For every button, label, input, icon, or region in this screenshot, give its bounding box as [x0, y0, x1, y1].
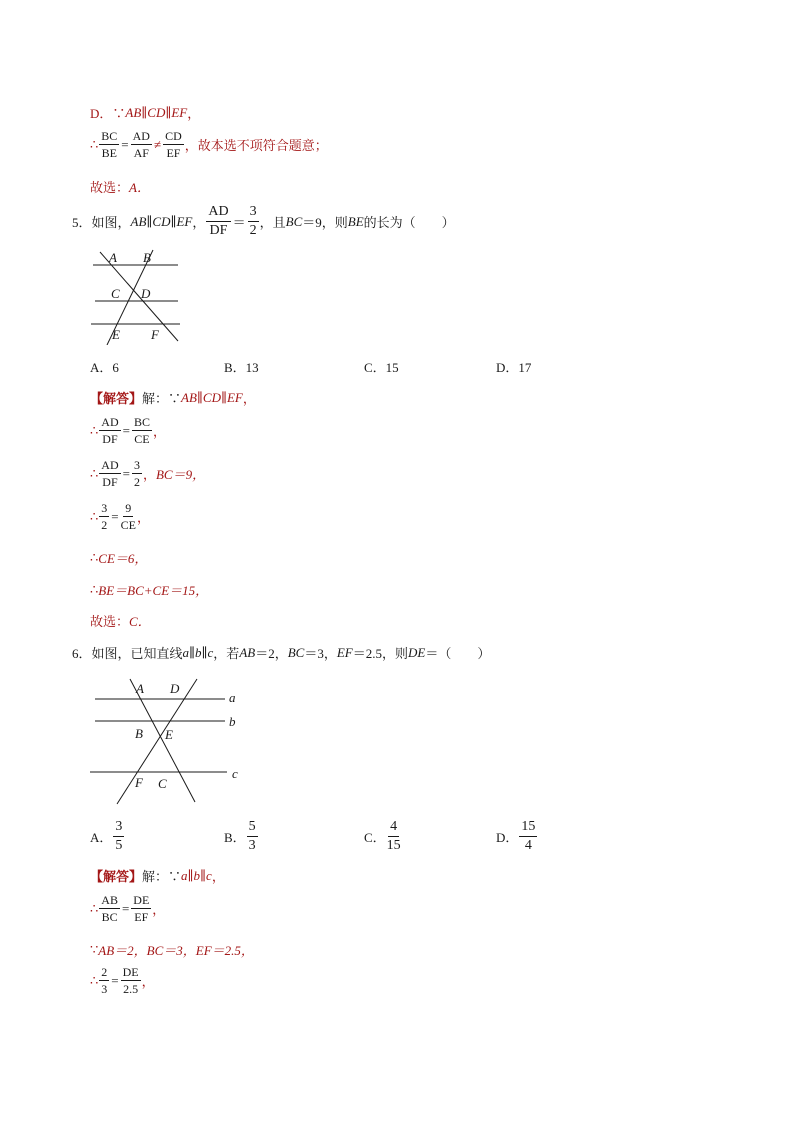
answer-label: 故选： [90, 180, 130, 195]
equals-sign: = [122, 422, 130, 438]
q6-stem-cond: a∥b∥c [182, 644, 214, 660]
q5-option-b-label: B．13 [224, 360, 259, 375]
q5-option-d-label: D．17 [496, 360, 532, 375]
prev-ratio-line [90, 130, 328, 159]
q6-step-2 [90, 940, 254, 959]
step-text: AB＝2，BC＝3，EF＝2.5， [98, 943, 254, 958]
q6-label-E: E [165, 727, 173, 742]
q5-frac-ad-df: $\frac{AD}{DF}$ [208, 204, 229, 238]
q6-stem [72, 643, 490, 662]
q6-stem-a: 6．如图，已知直线 [72, 646, 183, 661]
step-extra: BC＝9， [155, 467, 206, 482]
fraction-ad-df: $\frac{AD}{DF}$ [101, 415, 119, 446]
q5-stem-bc: BC [285, 213, 303, 229]
solution-head: 【解答】 [90, 391, 143, 406]
prev-option-d-tail: ， [187, 106, 201, 121]
q6-stem-b: ，若 [213, 646, 240, 661]
fraction-cd-ef: $\frac{CD}{EF}$ [165, 129, 182, 160]
prev-option-d-cond: AB∥CD∥EF [125, 104, 188, 120]
solution-cond: a∥b∥c [181, 867, 212, 883]
q6-stem-f: ＝（ ） [425, 646, 491, 661]
q5-stem-d: ＝9，则 [302, 215, 348, 230]
q6-stem-bc: BC [287, 644, 305, 660]
q5-step-5 [90, 580, 208, 599]
q6-label-b: b [229, 714, 236, 729]
q6-option-c[interactable] [364, 820, 402, 853]
q6-stem-e: ＝2.5，则 [352, 646, 409, 661]
q6-option-a[interactable] [90, 820, 125, 853]
fraction-bc-be: $\frac{BC}{BE}$ [101, 129, 118, 160]
prev-ratio-tail: ，故本选不项符合题意； [184, 138, 328, 153]
q6-option-c-prefix: C． [364, 830, 386, 845]
q5-label-c: C [111, 286, 120, 301]
step-text: BE＝BC+CE＝15， [98, 583, 209, 598]
solution-jie: 解：∵ [142, 391, 182, 406]
q5-step-3 [90, 502, 150, 531]
answer-value: C． [129, 614, 151, 629]
therefore-symbol: ∴ [90, 900, 99, 916]
prev-answer [90, 177, 150, 196]
q5-option-c-label: C．15 [364, 360, 399, 375]
therefore-symbol: ∴ [90, 549, 99, 565]
q5-solution-head [90, 388, 256, 407]
q5-step-1 [90, 416, 166, 445]
answer-label: 故选： [90, 614, 130, 629]
q6-option-d-prefix: D． [496, 830, 519, 845]
q6-stem-ab: AB [239, 644, 256, 660]
equals-sign: = [121, 900, 130, 916]
fraction-3-2: $\frac{3}{2}$ [101, 501, 108, 532]
q6-stem-de: DE [408, 644, 426, 660]
solution-jie: 解：∵ [142, 869, 182, 884]
q6-solution-head [90, 866, 225, 885]
equals-sign: = [122, 465, 130, 481]
step-tail: ， [136, 510, 150, 525]
q6-label-F: F [135, 775, 143, 790]
fraction-9-ce: $\frac{9}{CE}$ [120, 501, 136, 532]
q5-option-d[interactable] [496, 357, 531, 376]
therefore-symbol: ∴ [90, 972, 99, 988]
q5-answer [90, 611, 151, 630]
q5-option-c[interactable] [364, 357, 399, 376]
fraction-3-2: $\frac{3}{2}$ [133, 458, 140, 489]
solution-cond: AB∥CD∥EF [181, 389, 243, 405]
q5-option-a[interactable] [90, 357, 119, 376]
q5-label-a: A [109, 250, 117, 265]
solution-comma: ， [211, 869, 225, 884]
q6-option-b-fraction: $\frac{5}{3}$ [248, 819, 256, 853]
q5-stem [72, 205, 455, 238]
q5-equals: ＝ [232, 215, 246, 230]
answer-value: A． [129, 180, 150, 195]
q6-stem-d: ＝3， [304, 646, 337, 661]
q6-option-d[interactable] [496, 820, 538, 853]
q6-label-a: a [229, 690, 236, 705]
q5-label-b: B [143, 250, 151, 265]
prev-option-d-prefix: D．∵ [90, 106, 126, 121]
fraction-ab-bc: $\frac{AB}{BC}$ [101, 893, 118, 924]
q6-label-A: A [136, 681, 144, 696]
q5-label-f: F [151, 327, 159, 342]
step-text: CE＝6， [98, 551, 148, 566]
equals-sign: = [121, 136, 129, 152]
therefore-symbol: ∴ [90, 136, 99, 152]
q5-option-a-label: A．6 [90, 360, 119, 375]
q6-stem-c: ＝2， [255, 646, 288, 661]
therefore-symbol: ∴ [90, 508, 99, 524]
q6-option-b[interactable] [224, 820, 259, 853]
q6-transversal-2 [117, 679, 197, 804]
q6-option-c-fraction: $\frac{4}{15}$ [386, 819, 401, 853]
q5-label-d: D [141, 286, 151, 301]
step-tail: ， [142, 467, 156, 482]
q5-stem-cond: AB∥CD∥EF [130, 213, 193, 229]
step-tail: ， [152, 902, 166, 917]
solution-head: 【解答】 [90, 869, 143, 884]
q6-stem-ef: EF [336, 644, 353, 660]
therefore-symbol: ∴ [90, 465, 99, 481]
q5-step-2 [90, 459, 205, 488]
q6-option-a-fraction: $\frac{3}{5}$ [115, 819, 123, 853]
q6-option-b-prefix: B． [224, 830, 246, 845]
q6-label-B: B [135, 726, 143, 741]
q5-label-e: E [112, 327, 120, 342]
step-tail: ， [152, 424, 166, 439]
fraction-2-3: $\frac{2}{3}$ [101, 965, 108, 996]
prev-option-d [90, 103, 200, 122]
q5-step-4 [90, 548, 147, 567]
fraction-ad-df: $\frac{AD}{DF}$ [101, 458, 119, 489]
because-symbol: ∵ [90, 941, 99, 957]
q5-stem-be: BE [347, 213, 364, 229]
q6-label-c: c [232, 766, 238, 781]
fraction-ad-af: $\frac{AD}{AF}$ [132, 129, 150, 160]
q5-stem-c: ，且 [259, 215, 286, 230]
q6-label-C: C [158, 776, 167, 791]
q6-step-3 [90, 966, 155, 995]
therefore-symbol: ∴ [90, 422, 99, 438]
step-tail: ， [141, 974, 155, 989]
q5-option-b[interactable] [224, 357, 259, 376]
solution-comma: ， [242, 391, 256, 406]
q5-stem-a: 5．如图， [72, 215, 131, 230]
q5-stem-b: ， [192, 215, 206, 230]
not-equal-sign: ≠ [153, 136, 162, 152]
equals-sign: = [111, 508, 119, 524]
q6-option-d-fraction: $\frac{15}{4}$ [521, 819, 536, 853]
equals-sign: = [111, 972, 119, 988]
q6-label-D: D [170, 681, 180, 696]
therefore-symbol: ∴ [90, 581, 99, 597]
q6-figure [85, 672, 255, 812]
q5-frac-3-2: $\frac{3}{2}$ [249, 204, 257, 238]
fraction-de-ef: $\frac{DE}{EF}$ [133, 893, 150, 924]
q5-stem-e: 的长为（ ） [363, 215, 455, 230]
fraction-bc-ce: $\frac{BC}{CE}$ [133, 415, 150, 446]
q6-option-a-prefix: A． [90, 830, 113, 845]
q6-step-1 [90, 894, 165, 923]
q5-figure [85, 245, 195, 345]
fraction-de-2-5: $\frac{DE}{2.5}$ [122, 965, 139, 996]
